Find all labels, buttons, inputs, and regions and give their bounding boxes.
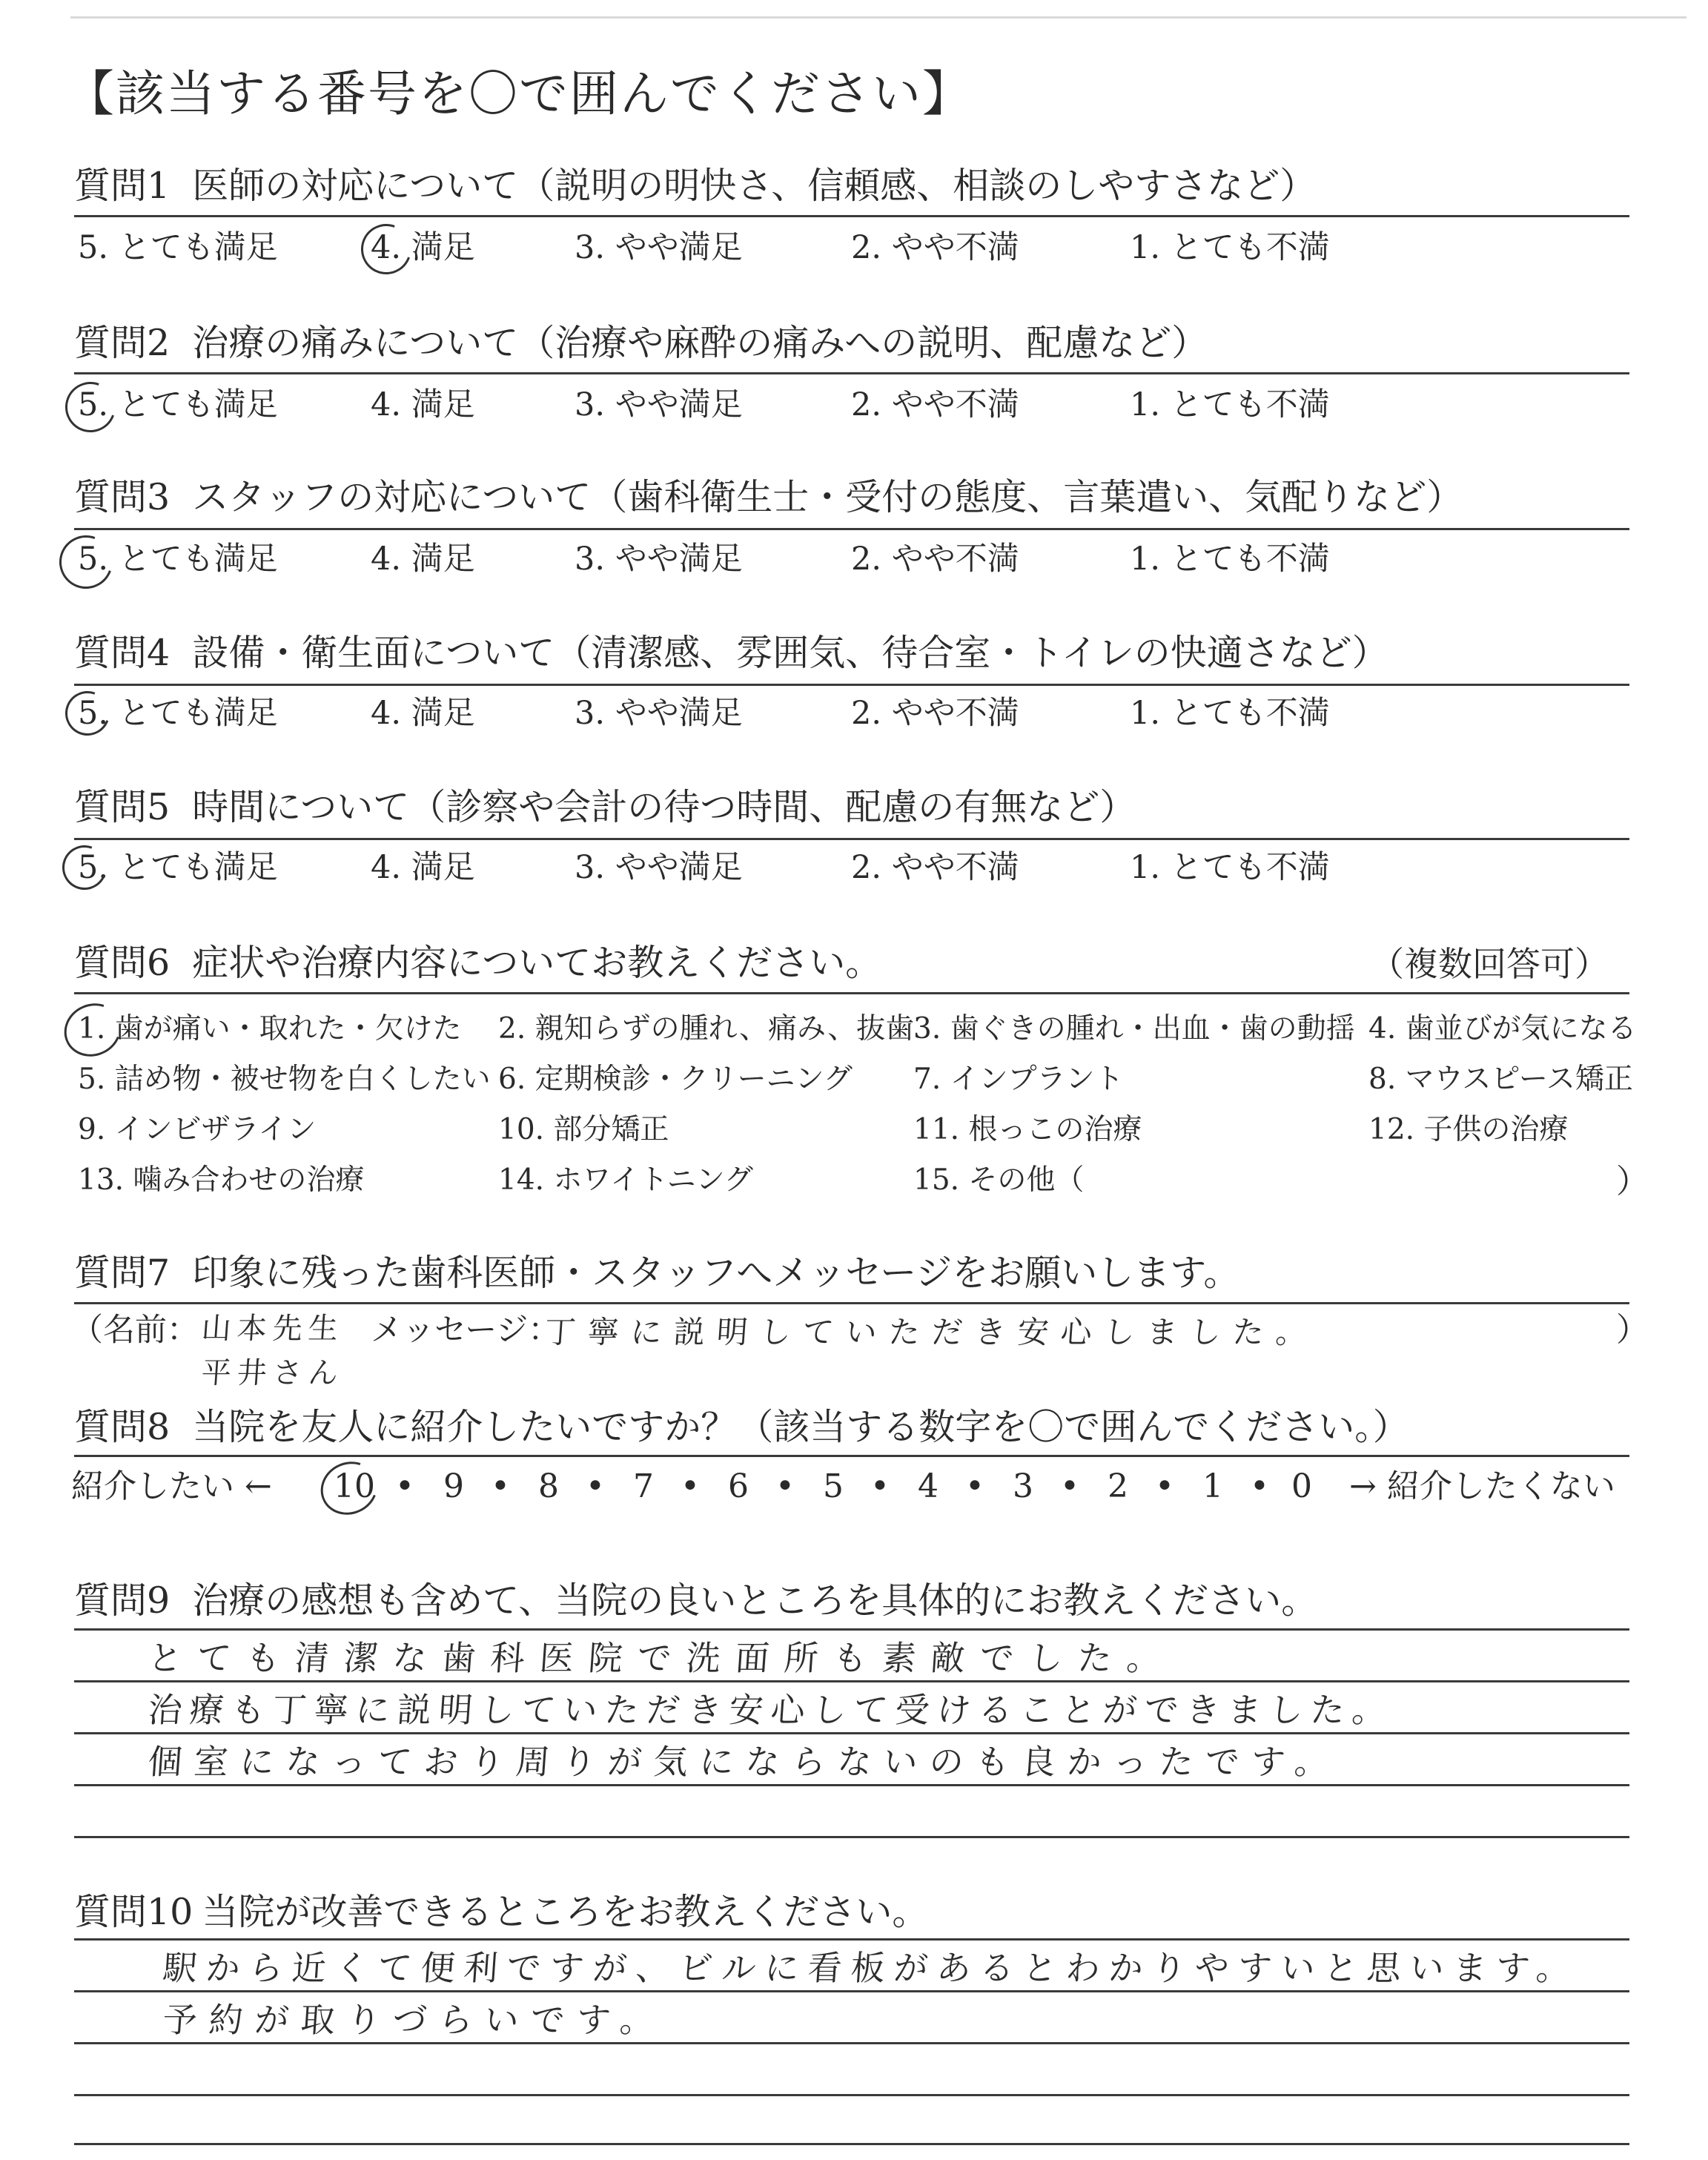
question-text: 時間について（診察や会計の待つ時間、配慮の有無など） — [192, 786, 1136, 828]
q4-option-3[interactable]: 3. やや満足 — [575, 695, 743, 732]
question-text: 設備・衛生面について（清潔感、雰囲気、待合室・トイレの快適さなど） — [192, 632, 1388, 674]
name-field-value-2[interactable]: 平井さん — [200, 1356, 345, 1390]
scale-dot: • — [1250, 1467, 1269, 1505]
page-title: 【該当する番号を〇で囲んでください】 — [65, 65, 973, 122]
multiple-answers-note: （複数回答可） — [1370, 944, 1609, 984]
q6-option-7[interactable]: 7. インプラント — [913, 1063, 1124, 1096]
q1-option-2[interactable]: 2. やや不満 — [851, 229, 1019, 266]
scale-dot: • — [395, 1467, 414, 1505]
scale-10[interactable]: 10 — [334, 1467, 375, 1505]
scale-dot: • — [681, 1467, 700, 1505]
q3-option-1[interactable]: 1. とても不満 — [1130, 541, 1330, 578]
q2-option-4[interactable]: 4. 満足 — [371, 386, 475, 423]
question-2 — [74, 319, 1208, 368]
divider — [74, 838, 1629, 840]
scale-4[interactable]: 4 — [918, 1467, 939, 1505]
q3-option-2[interactable]: 2. やや不満 — [851, 541, 1019, 578]
question-number: 質問2 — [74, 322, 171, 364]
q2-option-3[interactable]: 3. やや満足 — [575, 386, 743, 423]
question-text: 当院が改善できるところをお教えください。 — [202, 1891, 929, 1933]
q2-option-5[interactable]: 5. とても満足 — [78, 386, 278, 423]
question-4 — [74, 629, 1388, 678]
recommend-left-label: 紹介したい ← — [71, 1467, 272, 1505]
scale-5[interactable]: 5 — [823, 1467, 844, 1505]
answer-line — [74, 1836, 1629, 1838]
question-number: 質問8 — [74, 1406, 171, 1448]
answer-line — [74, 1938, 1629, 1941]
answer-line — [74, 1784, 1629, 1786]
q3-option-4[interactable]: 4. 満足 — [371, 541, 475, 578]
scale-dot: • — [491, 1467, 510, 1505]
q2-option-1[interactable]: 1. とても不満 — [1130, 386, 1330, 423]
q9-answer-line-3[interactable]: 個室になっており周りが気にならないのも良かったです。 — [146, 1742, 1343, 1782]
scale-2[interactable]: 2 — [1108, 1467, 1128, 1505]
selection-circle — [353, 216, 420, 283]
question-text: 医師の対応について（説明の明快さ、信頼感、相談のしやすさなど） — [192, 165, 1317, 207]
scale-9[interactable]: 9 — [443, 1467, 464, 1505]
q6-option-3[interactable]: 3. 歯ぐきの腫れ・出血・歯の動揺 — [913, 1012, 1355, 1046]
q4-option-2[interactable]: 2. やや不満 — [851, 695, 1019, 732]
q6-option-11[interactable]: 11. 根っこの治療 — [913, 1113, 1142, 1146]
q6-option-10[interactable]: 10. 部分矯正 — [498, 1113, 669, 1146]
q6-option-5[interactable]: 5. 詰め物・被せ物を白くしたい — [78, 1063, 491, 1096]
answer-line — [74, 1628, 1629, 1631]
q6-option-8[interactable]: 8. マウスピース矯正 — [1368, 1063, 1633, 1096]
selection-circle — [312, 1453, 386, 1524]
recommend-right-label: → 紹介したくない — [1349, 1467, 1615, 1505]
message-label: メッセージ： — [371, 1312, 560, 1349]
divider — [74, 528, 1629, 530]
q6-option-2[interactable]: 2. 親知らずの腫れ、痛み、抜歯 — [498, 1012, 915, 1046]
q2-option-2[interactable]: 2. やや不満 — [851, 386, 1019, 423]
q9-answer-line-2[interactable]: 治療も丁寧に説明していただき安心して受けることができました。 — [146, 1690, 1395, 1730]
q1-option-5[interactable]: 5. とても満足 — [78, 229, 278, 266]
answer-line — [74, 2094, 1629, 2096]
q3-option-3[interactable]: 3. やや満足 — [575, 541, 743, 578]
scale-3[interactable]: 3 — [1013, 1467, 1033, 1505]
name-label: （名前： — [71, 1312, 199, 1349]
answer-line — [74, 1680, 1629, 1682]
q5-option-1[interactable]: 1. とても不満 — [1130, 849, 1330, 886]
divider — [74, 992, 1629, 994]
scale-1[interactable]: 1 — [1202, 1467, 1223, 1505]
q6-option-15[interactable]: 15. その他（ — [913, 1163, 1085, 1197]
q6-option-4[interactable]: 4. 歯並びが気になる — [1368, 1012, 1637, 1046]
divider — [74, 1302, 1629, 1304]
scale-dot: • — [1060, 1467, 1079, 1505]
divider — [74, 215, 1629, 217]
answer-line — [74, 1732, 1629, 1734]
other-close-paren: ） — [1616, 1163, 1649, 1200]
selection-circle — [50, 526, 122, 598]
scale-dot: • — [1155, 1467, 1174, 1505]
question-text: 印象に残った歯科医師・スタッフへメッセージをお願いします。 — [192, 1252, 1240, 1294]
question-text: 治療の感想も含めて、当院の良いところを具体的にお教えください。 — [192, 1579, 1318, 1622]
top-border — [70, 16, 1687, 19]
divider — [74, 684, 1629, 686]
q6-option-6[interactable]: 6. 定期検診・クリーニング — [498, 1063, 853, 1096]
q4-option-4[interactable]: 4. 満足 — [371, 695, 475, 732]
question-7 — [74, 1249, 1239, 1298]
q5-option-2[interactable]: 2. やや不満 — [851, 849, 1019, 886]
name-field-value-1[interactable]: 山本先生 — [200, 1312, 345, 1346]
q6-option-13[interactable]: 13. 噛み合わせの治療 — [78, 1163, 365, 1197]
scale-dot: • — [775, 1467, 795, 1505]
q6-option-9[interactable]: 9. インビザライン — [78, 1113, 317, 1146]
question-number: 質問4 — [74, 632, 171, 674]
q5-option-3[interactable]: 3. やや満足 — [575, 849, 743, 886]
question-number: 質問6 — [74, 942, 171, 984]
question-6 — [74, 939, 881, 988]
question-1 — [74, 162, 1316, 211]
question-number: 質問9 — [74, 1579, 171, 1622]
question-3 — [74, 473, 1463, 522]
q6-option-12[interactable]: 12. 子供の治療 — [1368, 1113, 1569, 1146]
divider — [74, 372, 1629, 374]
scale-dot: • — [965, 1467, 984, 1505]
q10-answer-line-2[interactable]: 予約が取りづらいです。 — [161, 2000, 668, 2040]
q6-option-14[interactable]: 14. ホワイトニング — [498, 1163, 753, 1197]
question-9 — [74, 1576, 1317, 1625]
question-number: 質問5 — [74, 786, 171, 828]
answer-line — [74, 1990, 1629, 1992]
question-text: 症状や治療内容についてお教えください。 — [192, 942, 882, 984]
question-number: 質問3 — [74, 476, 171, 518]
question-number: 質問10 — [74, 1891, 193, 1933]
q1-option-3[interactable]: 3. やや満足 — [575, 229, 743, 266]
message-field-value[interactable]: 丁寧に説明していただき安心しました。 — [543, 1314, 1320, 1350]
q10-answer-line-1[interactable]: 駅から近くて便利ですが、ビルに看板があるとわかりやすいと思います。 — [161, 1948, 1581, 1988]
q3-option-5[interactable]: 5. とても満足 — [78, 541, 278, 578]
question-8 — [74, 1403, 1409, 1452]
scale-dot: • — [586, 1467, 605, 1505]
question-number: 質問1 — [74, 165, 171, 207]
selection-circle — [56, 994, 130, 1066]
q6-option-1[interactable]: 1. 歯が痛い・取れた・欠けた — [78, 1012, 462, 1046]
question-number: 質問7 — [74, 1252, 171, 1294]
scale-dot: • — [870, 1467, 890, 1505]
answer-line — [74, 2143, 1629, 2145]
answer-line — [74, 2042, 1629, 2044]
question-text: 治療の痛みについて（治療や麻酔の痛みへの説明、配慮など） — [192, 322, 1208, 364]
scale-0[interactable]: 0 — [1291, 1467, 1312, 1505]
q4-option-5[interactable]: 5. とても満足 — [78, 695, 278, 732]
scale-8[interactable]: 8 — [538, 1467, 559, 1505]
q5-option-4[interactable]: 4. 満足 — [371, 849, 475, 886]
question-text: 当院を友人に紹介したいですか？（該当する数字を〇で囲んでください。） — [192, 1406, 1409, 1448]
scale-6[interactable]: 6 — [728, 1467, 749, 1505]
question-text: スタッフの対応について（歯科衛生士・受付の態度、言葉遣い、気配りなど） — [192, 476, 1463, 518]
question-10 — [74, 1888, 928, 1937]
q5-option-5[interactable]: 5. とても満足 — [78, 849, 278, 886]
divider — [74, 1455, 1629, 1457]
q4-option-1[interactable]: 1. とても不満 — [1130, 695, 1330, 732]
scale-7[interactable]: 7 — [633, 1467, 654, 1505]
q1-option-1[interactable]: 1. とても不満 — [1130, 229, 1330, 266]
message-close-paren: ） — [1616, 1311, 1649, 1349]
question-5 — [74, 783, 1136, 832]
q1-option-4[interactable]: 4. 満足 — [371, 229, 475, 266]
q9-answer-line-1[interactable]: とても清潔な歯科医院で洗面所も素敵でした。 — [146, 1638, 1177, 1678]
